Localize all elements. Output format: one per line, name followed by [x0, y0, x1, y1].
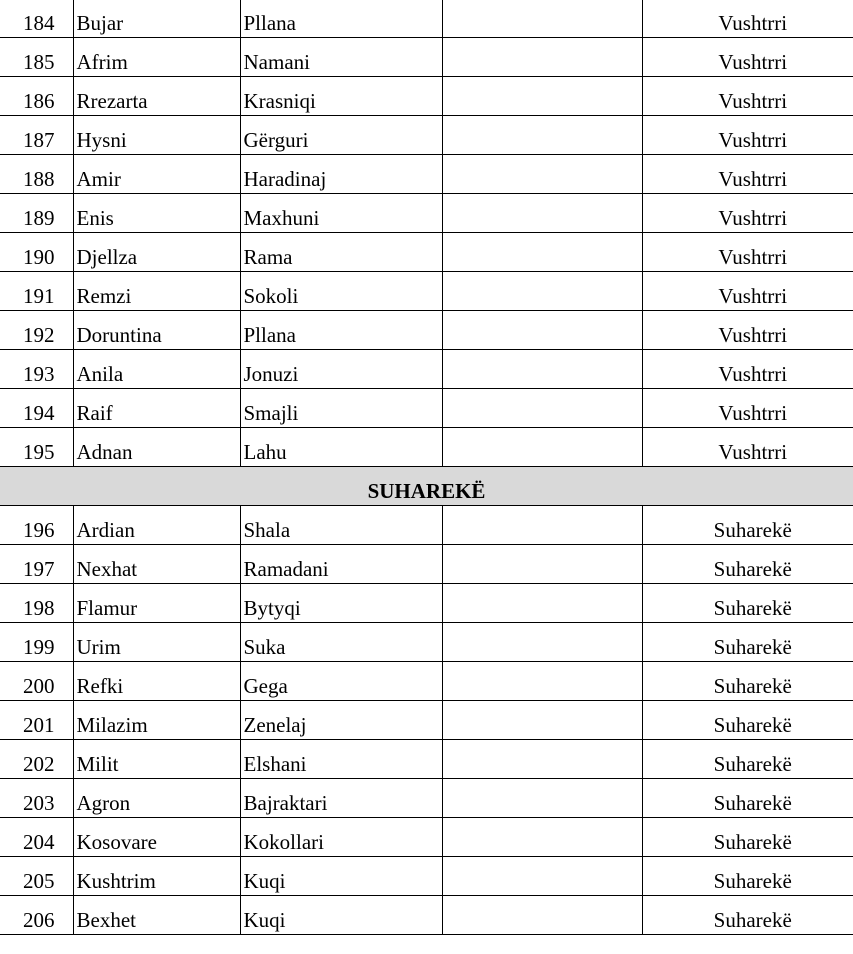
city: Vushtrri [642, 77, 853, 116]
first-name: Amir [73, 155, 240, 194]
first-name: Bexhet [73, 896, 240, 935]
last-name: Elshani [240, 740, 442, 779]
blank-cell [442, 506, 642, 545]
last-name: Ramadani [240, 545, 442, 584]
section-row [0, 467, 853, 506]
table-row [0, 779, 853, 818]
city: Vushtrri [642, 155, 853, 194]
last-name: Kuqi [240, 857, 442, 896]
first-name: Kushtrim [73, 857, 240, 896]
city: Suharekë [642, 857, 853, 896]
table-row [0, 350, 853, 389]
row-number: 206 [0, 896, 73, 935]
last-name: Zenelaj [240, 701, 442, 740]
table-row [0, 584, 853, 623]
blank-cell [442, 896, 642, 935]
city: Vushtrri [642, 428, 853, 467]
blank-cell [442, 38, 642, 77]
blank-cell [442, 272, 642, 311]
city: Vushtrri [642, 0, 853, 38]
first-name: Bujar [73, 0, 240, 38]
row-number: 195 [0, 428, 73, 467]
city: Suharekë [642, 584, 853, 623]
row-number: 197 [0, 545, 73, 584]
first-name: Doruntina [73, 311, 240, 350]
city: Suharekë [642, 701, 853, 740]
first-name: Refki [73, 662, 240, 701]
last-name: Gërguri [240, 116, 442, 155]
city: Suharekë [642, 779, 853, 818]
row-number: 184 [0, 0, 73, 38]
last-name: Gega [240, 662, 442, 701]
table-row [0, 311, 853, 350]
first-name: Djellza [73, 233, 240, 272]
first-name: Agron [73, 779, 240, 818]
last-name: Maxhuni [240, 194, 442, 233]
blank-cell [442, 116, 642, 155]
city: Suharekë [642, 623, 853, 662]
blank-cell [442, 857, 642, 896]
city: Suharekë [642, 818, 853, 857]
table-row [0, 194, 853, 233]
last-name: Smajli [240, 389, 442, 428]
blank-cell [442, 77, 642, 116]
last-name: Bajraktari [240, 779, 442, 818]
row-number: 192 [0, 311, 73, 350]
row-number: 196 [0, 506, 73, 545]
last-name: Bytyqi [240, 584, 442, 623]
last-name: Jonuzi [240, 350, 442, 389]
row-number: 189 [0, 194, 73, 233]
table-row [0, 740, 853, 779]
table-row [0, 272, 853, 311]
table-row [0, 545, 853, 584]
first-name: Milazim [73, 701, 240, 740]
row-number: 191 [0, 272, 73, 311]
last-name: Shala [240, 506, 442, 545]
blank-cell [442, 194, 642, 233]
last-name: Suka [240, 623, 442, 662]
blank-cell [442, 428, 642, 467]
row-number: 205 [0, 857, 73, 896]
city: Vushtrri [642, 272, 853, 311]
row-number: 201 [0, 701, 73, 740]
row-number: 188 [0, 155, 73, 194]
table-row [0, 428, 853, 467]
first-name: Adnan [73, 428, 240, 467]
blank-cell [442, 311, 642, 350]
first-name: Raif [73, 389, 240, 428]
blank-cell [442, 350, 642, 389]
city: Suharekë [642, 506, 853, 545]
row-number: 193 [0, 350, 73, 389]
last-name: Kuqi [240, 896, 442, 935]
blank-cell [442, 623, 642, 662]
first-name: Remzi [73, 272, 240, 311]
first-name: Rrezarta [73, 77, 240, 116]
blank-cell [442, 584, 642, 623]
first-name: Kosovare [73, 818, 240, 857]
last-name: Pllana [240, 311, 442, 350]
table-row [0, 116, 853, 155]
city: Suharekë [642, 662, 853, 701]
row-number: 202 [0, 740, 73, 779]
blank-cell [442, 662, 642, 701]
first-name: Nexhat [73, 545, 240, 584]
first-name: Enis [73, 194, 240, 233]
row-number: 190 [0, 233, 73, 272]
city: Vushtrri [642, 311, 853, 350]
blank-cell [442, 0, 642, 38]
row-number: 203 [0, 779, 73, 818]
table-row [0, 77, 853, 116]
vushtrri-rows [0, 0, 853, 467]
table-row [0, 389, 853, 428]
last-name: Sokoli [240, 272, 442, 311]
row-number: 185 [0, 38, 73, 77]
city: Vushtrri [642, 116, 853, 155]
section-header [0, 467, 853, 506]
suhareke-rows [0, 506, 853, 935]
last-name: Haradinaj [240, 155, 442, 194]
blank-cell [442, 155, 642, 194]
city: Vushtrri [642, 194, 853, 233]
table-row [0, 701, 853, 740]
table-row [0, 896, 853, 935]
first-name: Hysni [73, 116, 240, 155]
blank-cell [442, 389, 642, 428]
table-row [0, 0, 853, 38]
city: Vushtrri [642, 389, 853, 428]
last-name: Krasniqi [240, 77, 442, 116]
last-name: Kokollari [240, 818, 442, 857]
blank-cell [442, 545, 642, 584]
first-name: Milit [73, 740, 240, 779]
blank-cell [442, 740, 642, 779]
first-name: Flamur [73, 584, 240, 623]
first-name: Urim [73, 623, 240, 662]
blank-cell [442, 701, 642, 740]
last-name: Namani [240, 38, 442, 77]
first-name: Ardian [73, 506, 240, 545]
blank-cell [442, 779, 642, 818]
row-number: 186 [0, 77, 73, 116]
row-number: 199 [0, 623, 73, 662]
last-name: Rama [240, 233, 442, 272]
blank-cell [442, 818, 642, 857]
table-row [0, 662, 853, 701]
city: Vushtrri [642, 38, 853, 77]
table-row [0, 623, 853, 662]
city: Vushtrri [642, 233, 853, 272]
table-row [0, 155, 853, 194]
row-number: 194 [0, 389, 73, 428]
last-name: Lahu [240, 428, 442, 467]
blank-cell [442, 233, 642, 272]
row-number: 198 [0, 584, 73, 623]
table-row [0, 857, 853, 896]
table-row [0, 233, 853, 272]
city: Suharekë [642, 896, 853, 935]
row-number: 204 [0, 818, 73, 857]
row-number: 187 [0, 116, 73, 155]
first-name: Afrim [73, 38, 240, 77]
first-name: Anila [73, 350, 240, 389]
section-heading: SUHAREKË [0, 467, 853, 506]
last-name: Pllana [240, 0, 442, 38]
row-number: 200 [0, 662, 73, 701]
city: Suharekë [642, 740, 853, 779]
table-row [0, 818, 853, 857]
city: Suharekë [642, 545, 853, 584]
city: Vushtrri [642, 350, 853, 389]
table-row [0, 38, 853, 77]
table-row [0, 506, 853, 545]
